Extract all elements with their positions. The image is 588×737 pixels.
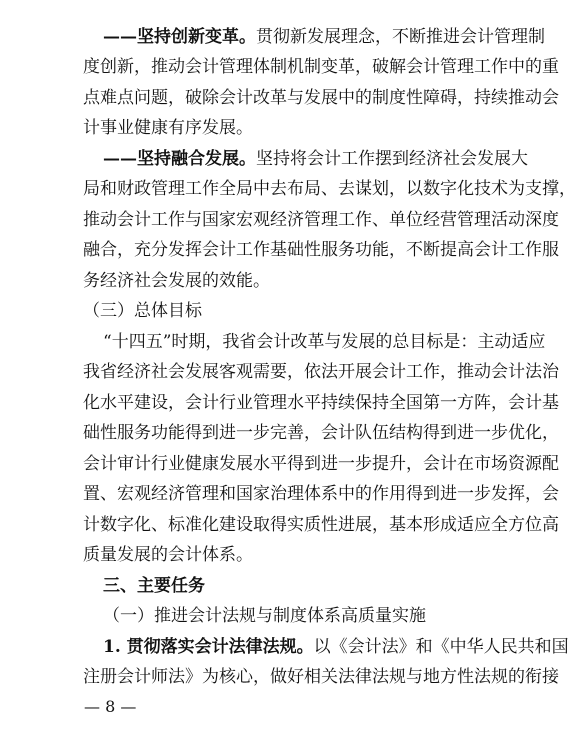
paragraph-line: 化水平建设，会计行业管理水平持续保持全国第一方阵，会计基 <box>83 393 559 413</box>
section-heading: 三、主要任务 <box>103 576 205 596</box>
paragraph-line: 置、宏观经济管理和国家治理体系中的作用得到进一步发挥，会 <box>83 484 559 504</box>
paragraph-line <box>103 636 569 658</box>
paragraph-line: “十四五”时期，我省会计改革与发展的总目标是：主动适应 <box>103 332 546 352</box>
subsection-heading: （一）推进会计法规与制度体系高质量实施 <box>103 606 426 626</box>
paragraph-line: 度创新，推动会计管理体制机制变革，破解会计管理工作中的重 <box>83 57 559 77</box>
paragraph-line: 局和财政管理工作全局中去布局、去谋划，以数字化技术为支撑， <box>83 179 576 199</box>
paragraph-line <box>103 148 528 170</box>
paragraph-line <box>103 26 545 48</box>
line-text: 坚持将会计工作摆到经济社会发展大 <box>256 149 528 169</box>
line-text: 以《会计法》和《中华人民共和国 <box>313 637 569 657</box>
paragraph-line: 计事业健康有序发展。 <box>83 118 253 138</box>
paragraph-line: 点难点问题，破除会计改革与发展中的制度性障碍，持续推动会 <box>83 88 559 108</box>
bold-lead: 1. 贯彻落实会计法律法规。 <box>103 637 314 657</box>
paragraph-line: 会计审计行业健康发展水平得到进一步提升，会计在市场资源配 <box>83 454 559 474</box>
bold-lead: ——坚持融合发展。 <box>103 149 256 169</box>
paragraph-line: 础性服务功能得到进一步完善，会计队伍结构得到进一步优化， <box>83 423 559 443</box>
subsection-heading: （三）总体目标 <box>83 301 202 321</box>
paragraph-line: 计数字化、标准化建设取得实质性进展，基本形成适应全方位高 <box>83 515 559 535</box>
line-text: 贯彻新发展理念，不断推进会计管理制 <box>256 27 545 47</box>
paragraph-line: 我省经济社会发展客观需要，依法开展会计工作，推动会计法治 <box>83 362 559 382</box>
paragraph-line: 注册会计师法》为核心，做好相关法律法规与地方性法规的衔接 <box>83 667 559 687</box>
bold-lead: ——坚持创新变革。 <box>103 27 256 47</box>
paragraph-line: 务经济社会发展的效能。 <box>83 271 270 291</box>
paragraph-line: 融合，充分发挥会计工作基础性服务功能，不断提高会计工作服 <box>83 240 559 260</box>
paragraph-line: 质量发展的会计体系。 <box>83 545 253 565</box>
paragraph-line: 推动会计工作与国家宏观经济管理工作、单位经营管理活动深度 <box>83 210 559 230</box>
page-number: — 8 — <box>84 697 137 716</box>
